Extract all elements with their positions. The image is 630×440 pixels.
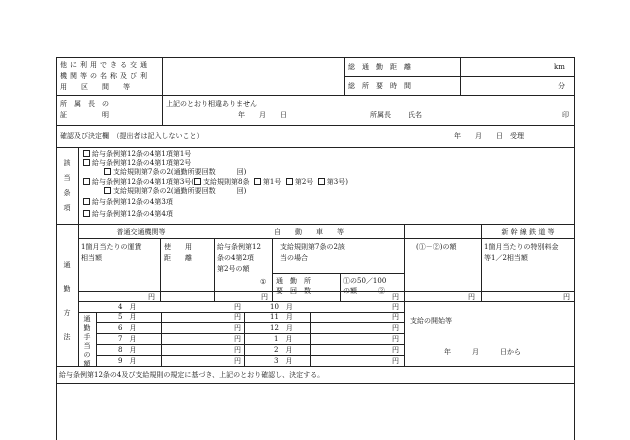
cert-head-label-2: 証 明 bbox=[60, 111, 109, 119]
clause-item-3-sub[interactable]: 支給規則第7条の2(通勤所要回数 回) bbox=[104, 186, 246, 196]
other-means-input[interactable] bbox=[163, 58, 343, 94]
month-oct: 10 月 bbox=[270, 303, 293, 311]
yen-unit: 円 bbox=[392, 313, 399, 321]
cert-seal: 印 bbox=[562, 111, 569, 119]
time-label: 総 所 要 時 間 bbox=[348, 82, 411, 90]
time-input[interactable] bbox=[461, 77, 556, 94]
header-trips-1: 通 勤 所 bbox=[276, 277, 311, 285]
header-trips-2: 要 回 数 bbox=[276, 287, 311, 295]
header-amount-clause-1: 給与条例第12 bbox=[217, 243, 261, 251]
checkbox[interactable] bbox=[83, 178, 90, 185]
clause-item-2[interactable]: 給与条例第12条の4第1項第2号 bbox=[83, 158, 191, 168]
header-special-fee-2: 等1／2相当額 bbox=[484, 254, 528, 262]
month-jan: 1 月 bbox=[274, 335, 293, 343]
yen-unit: 円 bbox=[234, 313, 241, 321]
clause-item-2-sub[interactable]: 支給規則第7条の2(通勤所要回数 回) bbox=[104, 167, 246, 177]
header-amount-clause-2: 条の4第2項 bbox=[217, 254, 254, 262]
yen-unit: 円 bbox=[392, 357, 399, 365]
received-date: 年 月 日 受理 bbox=[454, 132, 524, 140]
month-jul: 7 月 bbox=[118, 335, 137, 343]
month-apr: 4 月 bbox=[118, 303, 137, 311]
clause-item-3[interactable]: 給与条例第12条の4第1項第3号( 支給規則第8条 第1号 第2号 第3号) bbox=[83, 177, 348, 187]
header-amount-clause-mark: ① bbox=[260, 278, 267, 286]
cert-statement: 上記のとおり相違ありません bbox=[166, 100, 257, 108]
month-aug: 8 月 bbox=[118, 346, 137, 354]
header-monthly-fare-2: 相当額 bbox=[81, 254, 102, 262]
month-mar: 3 月 bbox=[274, 357, 293, 365]
yen-unit: 円 bbox=[468, 293, 475, 301]
commute-method-label: 通勤方法 bbox=[63, 261, 71, 341]
cert-date: 年 月 日 bbox=[238, 111, 287, 119]
month-feb: 2 月 bbox=[274, 346, 293, 354]
header-amount-clause-3: 第2号の額 bbox=[217, 265, 250, 273]
payment-start-label: 支給の開始等 bbox=[410, 317, 452, 325]
checkbox[interactable] bbox=[83, 150, 90, 157]
cert-head-title: 所属長 bbox=[370, 111, 391, 119]
checkbox[interactable] bbox=[104, 168, 111, 175]
yen-unit: 円 bbox=[234, 357, 241, 365]
distance-label: 総 通 勤 距 離 bbox=[348, 63, 411, 71]
payment-start-date: 年 月 日から bbox=[444, 348, 521, 356]
clause-item-4[interactable]: 給与条例第12条の4第3項 bbox=[83, 197, 173, 207]
other-means-label-1: 他に利用できる交通 bbox=[60, 61, 150, 69]
checkbox[interactable] bbox=[104, 187, 111, 194]
header-rule-case-1: 支給規則第7条の2該 bbox=[280, 243, 345, 251]
yen-unit: 円 bbox=[234, 346, 241, 354]
checkbox[interactable] bbox=[318, 178, 325, 185]
yen-unit: 円 bbox=[234, 335, 241, 343]
checkbox[interactable] bbox=[83, 159, 90, 166]
header-special-fee-1: 1箇月当たりの特別料金 bbox=[484, 243, 559, 251]
yen-unit: 円 bbox=[563, 293, 570, 301]
checkbox[interactable] bbox=[254, 178, 261, 185]
checkbox[interactable] bbox=[83, 198, 90, 205]
yen-unit: 円 bbox=[392, 324, 399, 332]
distance-unit: km bbox=[554, 63, 565, 71]
clauses-section-label: 該当条項 bbox=[63, 159, 71, 212]
cert-name-input[interactable] bbox=[426, 109, 551, 121]
header-ratio-1: ①の50／100 bbox=[343, 277, 387, 285]
clause-item-5[interactable]: 給与条例第12条の4第4項 bbox=[83, 209, 173, 219]
yen-unit: 円 bbox=[234, 303, 241, 311]
header-public-transport: 普通交通機関等 bbox=[116, 228, 166, 236]
decision-column-label: 確認及び決定欄 （提出者は記入しないこと） bbox=[60, 132, 204, 140]
other-means-label-2: 機関等の名称及び利 bbox=[60, 72, 150, 80]
header-car: 自 動 車 等 bbox=[274, 228, 344, 236]
header-shinkansen: 新 幹 線 鉄 道 等 bbox=[501, 228, 555, 236]
header-ratio-2: の額 ② bbox=[343, 287, 385, 295]
other-means-label-3: 用 区 間 等 bbox=[60, 83, 130, 91]
cert-head-label-1: 所 属 長 の bbox=[60, 100, 109, 108]
yen-unit: 円 bbox=[234, 324, 241, 332]
header-monthly-fare-1: 1箇月当たりの運賃 bbox=[81, 243, 142, 251]
month-sep: 9 月 bbox=[118, 357, 137, 365]
header-distance-1: 使 用 bbox=[164, 243, 192, 251]
checkbox[interactable] bbox=[286, 178, 293, 185]
month-may: 5 月 bbox=[118, 313, 137, 321]
amount-label: 通勤手当の額 bbox=[83, 315, 91, 368]
yen-unit: 円 bbox=[261, 293, 268, 301]
commute-allowance-form bbox=[56, 57, 575, 440]
header-rule-case-2: 当の場合 bbox=[280, 254, 308, 262]
yen-unit: 円 bbox=[392, 293, 399, 301]
cert-name-label: 氏名 bbox=[408, 111, 422, 119]
time-unit: 分 bbox=[558, 82, 565, 90]
yen-unit: 円 bbox=[392, 335, 399, 343]
footer-note: 給与条例第12条の4及び支給規則の規定に基づき、上記のとおり確認し、決定する。 bbox=[59, 371, 325, 379]
checkbox[interactable] bbox=[194, 178, 201, 185]
header-distance-2: 距 離 bbox=[164, 254, 192, 262]
checkbox[interactable] bbox=[83, 210, 90, 217]
yen-unit: 円 bbox=[392, 303, 399, 311]
distance-input[interactable] bbox=[461, 58, 556, 75]
yen-unit: 円 bbox=[392, 346, 399, 354]
month-dec: 12 月 bbox=[270, 324, 293, 332]
clause-item-1[interactable]: 給与条例第12条の4第1項第1号 bbox=[83, 149, 191, 159]
month-nov: 11 月 bbox=[270, 313, 293, 321]
yen-unit: 円 bbox=[148, 293, 155, 301]
header-diff: (①－②)の額 bbox=[416, 243, 457, 251]
month-jun: 6 月 bbox=[118, 324, 137, 332]
